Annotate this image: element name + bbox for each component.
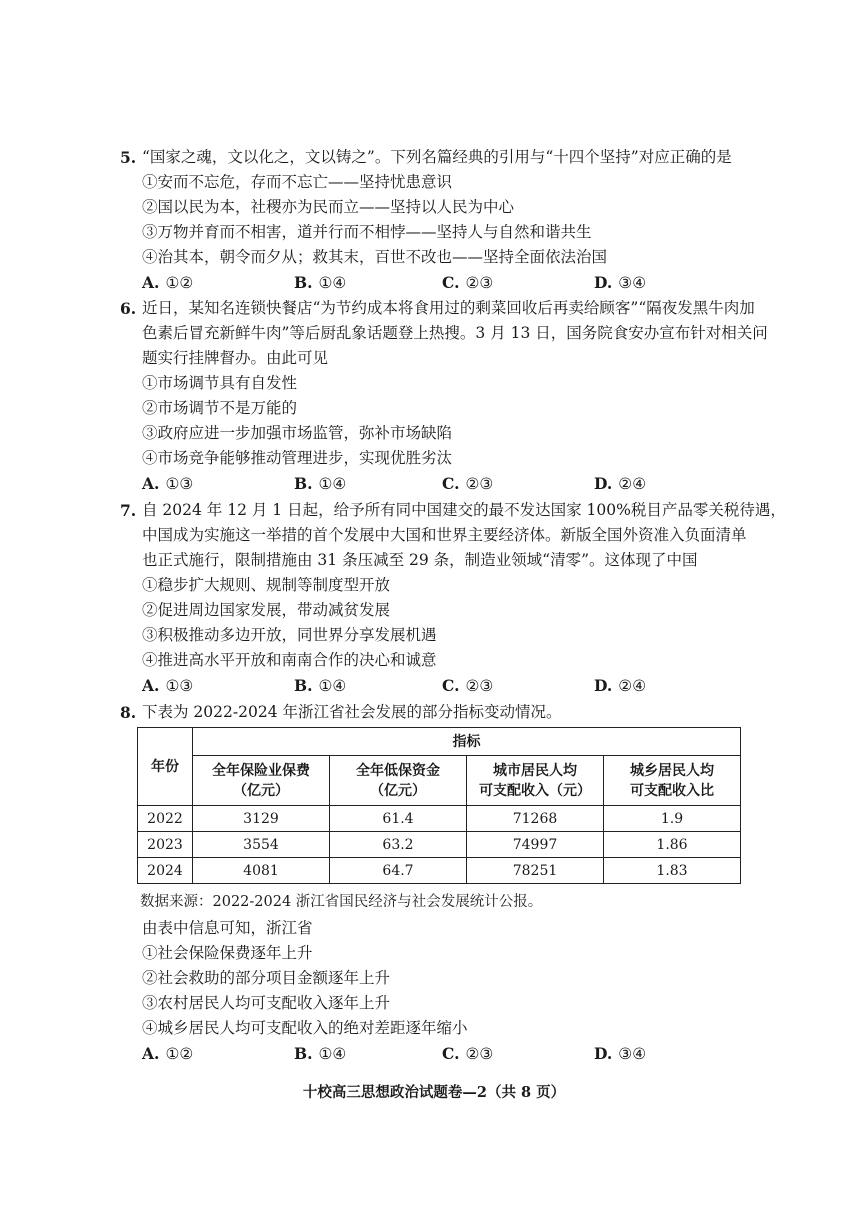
option-c[interactable]: C. ②③ <box>442 1044 494 1063</box>
question-stem-line-1: 近日，某知名连锁快餐店“为节约成本将食用过的剩菜回收后再卖给顾客”“隔夜发黑牛肉加 <box>142 299 755 317</box>
option-a[interactable]: A. ①③ <box>142 676 194 695</box>
option-d[interactable]: D. ②④ <box>594 676 647 695</box>
question-stem-line-3: 题实行挂牌督办。由此可见 <box>142 349 329 367</box>
year-cell: 2023 <box>138 832 193 858</box>
page-footer: 十校高三思想政治试题卷—2（共 8 页） <box>302 1084 566 1101</box>
option-d[interactable]: D. ③④ <box>594 1044 647 1063</box>
table-cell: 1.9 <box>604 806 741 832</box>
column-header: 城市居民人均 可支配收入（元） <box>467 756 604 806</box>
option-c[interactable]: C. ②③ <box>442 273 494 292</box>
option-c[interactable]: C. ②③ <box>442 474 494 493</box>
statement-1: ①安而不忘危，存而不忘亡——坚持忧患意识 <box>142 173 453 191</box>
statement-3: ③积极推动多边开放，同世界分享发展机遇 <box>142 626 437 644</box>
table-cell: 64.7 <box>330 858 467 884</box>
option-a[interactable]: A. ①② <box>142 1044 194 1063</box>
option-d[interactable]: D. ③④ <box>594 273 647 292</box>
question-stem-line-2: 色素后冒充新鲜牛肉”等后厨乱象话题登上热搜。3 月 13 日，国务院食安办宣布针对相关问 <box>142 324 768 342</box>
statement-2: ②社会救助的部分项目金额逐年上升 <box>142 969 391 987</box>
option-a[interactable]: A. ①③ <box>142 474 194 493</box>
statement-4: ④市场竞争能够推动管理进步，实现优胜劣汰 <box>142 449 453 467</box>
question-stem-line-3: 也正式施行，限制措施由 31 条压减至 29 条，制造业领域“清零”。这体现了中国 <box>142 551 698 569</box>
table-cell: 3129 <box>193 806 330 832</box>
statement-4: ④治其本，朝令而夕从；救其末，百世不改也——坚持全面依法治国 <box>142 248 608 266</box>
statement-4: ④城乡居民人均可支配收入的绝对差距逐年缩小 <box>142 1019 468 1037</box>
indicator-group-header: 指标 <box>193 728 741 756</box>
column-header: 全年保险业保费 （亿元） <box>193 756 330 806</box>
option-b[interactable]: B. ①④ <box>294 474 347 493</box>
statement-3: ③政府应进一步加强市场监管，弥补市场缺陷 <box>142 424 453 442</box>
option-b[interactable]: B. ①④ <box>294 676 347 695</box>
year-cell: 2024 <box>138 858 193 884</box>
question-5 <box>120 145 760 296</box>
table-cell: 4081 <box>193 858 330 884</box>
table-cell: 74997 <box>467 832 604 858</box>
question-lead: 由表中信息可知，浙江省 <box>142 919 313 937</box>
question-8 <box>120 700 760 725</box>
option-c[interactable]: C. ②③ <box>442 676 494 695</box>
question-7 <box>120 498 786 699</box>
table-cell: 1.83 <box>604 858 741 884</box>
year-cell: 2022 <box>138 806 193 832</box>
statement-1: ①稳步扩大规则、规制等制度型开放 <box>142 576 391 594</box>
statement-3: ③农村居民人均可支配收入逐年上升 <box>142 994 391 1012</box>
table-cell: 63.2 <box>330 832 467 858</box>
option-a[interactable]: A. ①② <box>142 273 194 292</box>
question-number: 8. <box>120 703 137 722</box>
answer-options <box>142 1041 760 1067</box>
option-b[interactable]: B. ①④ <box>294 273 347 292</box>
answer-options <box>142 270 760 296</box>
statement-2: ②促进周边国家发展，带动减贫发展 <box>142 601 391 619</box>
answer-options <box>142 471 760 497</box>
table-row <box>138 858 741 884</box>
question-8-continued <box>120 916 760 1067</box>
question-stem: 下表为 2022-2024 年浙江省社会发展的部分指标变动情况。 <box>142 703 562 721</box>
column-header: 全年低保资金 （亿元） <box>330 756 467 806</box>
column-header: 城乡居民人均 可支配收入比 <box>604 756 741 806</box>
table-cell: 71268 <box>467 806 604 832</box>
table-row <box>138 806 741 832</box>
answer-options <box>142 673 760 699</box>
question-number: 6. <box>120 299 137 318</box>
year-header: 年份 <box>138 728 193 806</box>
indicator-table <box>137 727 741 884</box>
question-stem-line-1: 自 2024 年 12 月 1 日起，给予所有同中国建交的最不发达国家 100%税目产品零关税待遇， <box>142 501 786 519</box>
statement-4: ④推进高水平开放和南南合作的决心和诚意 <box>142 651 437 669</box>
question-number: 7. <box>120 501 137 520</box>
question-number: 5. <box>120 148 137 167</box>
table-cell: 1.86 <box>604 832 741 858</box>
table-cell: 78251 <box>467 858 604 884</box>
question-stem: “国家之魂，文以化之，文以铸之”。下列名篇经典的引用与“十四个坚持”对应正确的是 <box>142 148 732 166</box>
statement-2: ②国以民为本，社稷亦为民而立——坚持以人民为中心 <box>142 198 515 216</box>
statement-2: ②市场调节不是万能的 <box>142 399 298 417</box>
statement-1: ①市场调节具有自发性 <box>142 374 298 392</box>
question-6 <box>120 296 768 497</box>
question-stem-line-2: 中国成为实施这一举措的首个发展中大国和世界主要经济体。新版全国外资准入负面清单 <box>142 526 747 544</box>
statement-1: ①社会保险保费逐年上升 <box>142 944 313 962</box>
data-source-note: 数据来源：2022-2024 浙江省国民经济与社会发展统计公报。 <box>140 894 543 910</box>
table-cell: 61.4 <box>330 806 467 832</box>
option-d[interactable]: D. ②④ <box>594 474 647 493</box>
table-row <box>138 832 741 858</box>
option-b[interactable]: B. ①④ <box>294 1044 347 1063</box>
statement-3: ③万物并育而不相害，道并行而不相悖——坚持人与自然和谐共生 <box>142 223 592 241</box>
table-cell: 3554 <box>193 832 330 858</box>
